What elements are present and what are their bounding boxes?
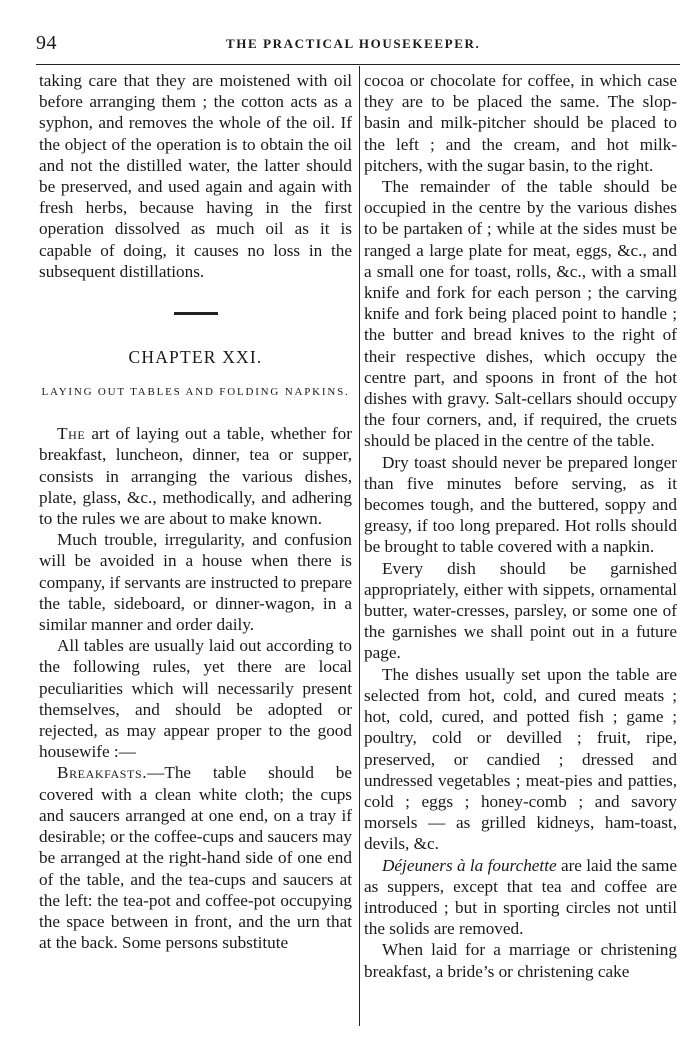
paragraph <box>364 855 677 940</box>
paragraph: Much trouble, irregularity, and confusion will be avoided in a house when there is company, if servants are instructed to prepare the table, sideboard, or dinner-wagon, in a similar manner and order daily. <box>39 530 352 635</box>
paragraph-text: —The table should be covered with a clean white cloth; the cups and saucers arranged at one end, on a tray if desirable; or the coffee-cups and saucers may be arranged at the right-hand side of one end of the table, and the tea-cups and saucers at the left: the tea-pot and coffee-pot occupying the space between in front, and the urn that at the back. Some persons substitute <box>39 763 352 953</box>
paragraph: All tables are usually laid out according to the following rules, yet there are local peculiarities which will necessarily present themselves, and should be adopted or rejected, as may appear proper to the good housewife :— <box>39 636 352 762</box>
column-divider <box>359 66 360 1026</box>
paragraph: The dishes usually set upon the table are selected from hot, cold, and cured meats ; hot, cold, cured, and potted fish ; game ; poultry, cold or devilled ; fruit, ripe, preserved, or candied ; dressed and undressed vegetables ; meat-pies and patties, cold ; eggs ; honey-comb ; and savory morsels — as grilled kidneys, ham-toast, devils, &c. <box>364 664 677 854</box>
paragraph-lead-word: The <box>57 424 86 444</box>
header-rule <box>36 64 680 65</box>
paragraph <box>39 423 352 529</box>
page-header <box>36 32 676 60</box>
paragraph: Every dish should be garnished appropriately, either with sippets, ornamental butter, water-cresses, parsley, or some one of the garnishes we shall point out in a future page. <box>364 558 677 663</box>
paragraph-continued: cocoa or chocolate for coffee, in which case they are to be placed the same. The slop-basin and milk-pitcher should be placed to the left ; and the cream, and hot milk-pitchers, with the sugar basin, to the right. <box>364 71 677 175</box>
paragraph-text: art of laying out a table, whether for breakfast, luncheon, dinner, tea or supper, consists in arranging the various dishes, plate, glass, &c., methodically, and adhering to the rules we are about to make known. <box>39 424 352 529</box>
left-column <box>39 70 352 953</box>
chapter-title: CHAPTER XXI. <box>128 347 263 368</box>
paragraph-text: are laid the same as suppers, except that tea and coffee are introduced ; but in sporting circles not until the solids are removed. <box>364 855 677 939</box>
section-separator-rule <box>174 312 218 315</box>
paragraph: Dry toast should never be prepared longer than five minutes before serving, as it becomes tough, and the buttered, soppy and greasy, if too long prepared. Hot rolls should be brought to table covered with a napkin. <box>364 452 677 557</box>
page-number: 94 <box>36 32 57 54</box>
paragraph-continued: taking care that they are moistened with oil before arranging them ; the cotton acts as a syphon, and removes the whole of the oil. If the object of the operation is to obtain the oil and not the distilled water, the latter should be preserved, and used again and again with fresh herbs, because having in the first operation dissolved as much oil as it is capable of doing, it causes no loss in the subsequent distillations. <box>39 71 352 281</box>
paragraph: The remainder of the table should be occupied in the centre by the various dishes to be partaken of ; while at the sides must be ranged a large plate for meat, eggs, &c., and a small one for toast, rolls, &c., with a small knife and fork for each person ; the carving knife and fork being placed point to handle ; the butter and bread knives to the right of their respective dishes, which occupy the centre part, and spoons in front of the hot dishes with gravy. Salt-cellars should occupy the four corners, and, if required, the cruets should be placed in the centre of the table. <box>364 177 677 451</box>
section-heading: LAYING OUT TABLES AND FOLDING NAPKINS. <box>41 386 350 399</box>
paragraph-lead-word: Breakfasts. <box>57 763 148 783</box>
running-head: THE PRACTICAL HOUSEKEEPER. <box>226 36 481 51</box>
right-column <box>364 70 677 982</box>
italic-phrase: Déjeuners à la fourchette <box>382 855 557 875</box>
paragraph <box>39 762 352 953</box>
paragraph: When laid for a marriage or christening breakfast, a bride’s or christening cake <box>364 940 677 981</box>
